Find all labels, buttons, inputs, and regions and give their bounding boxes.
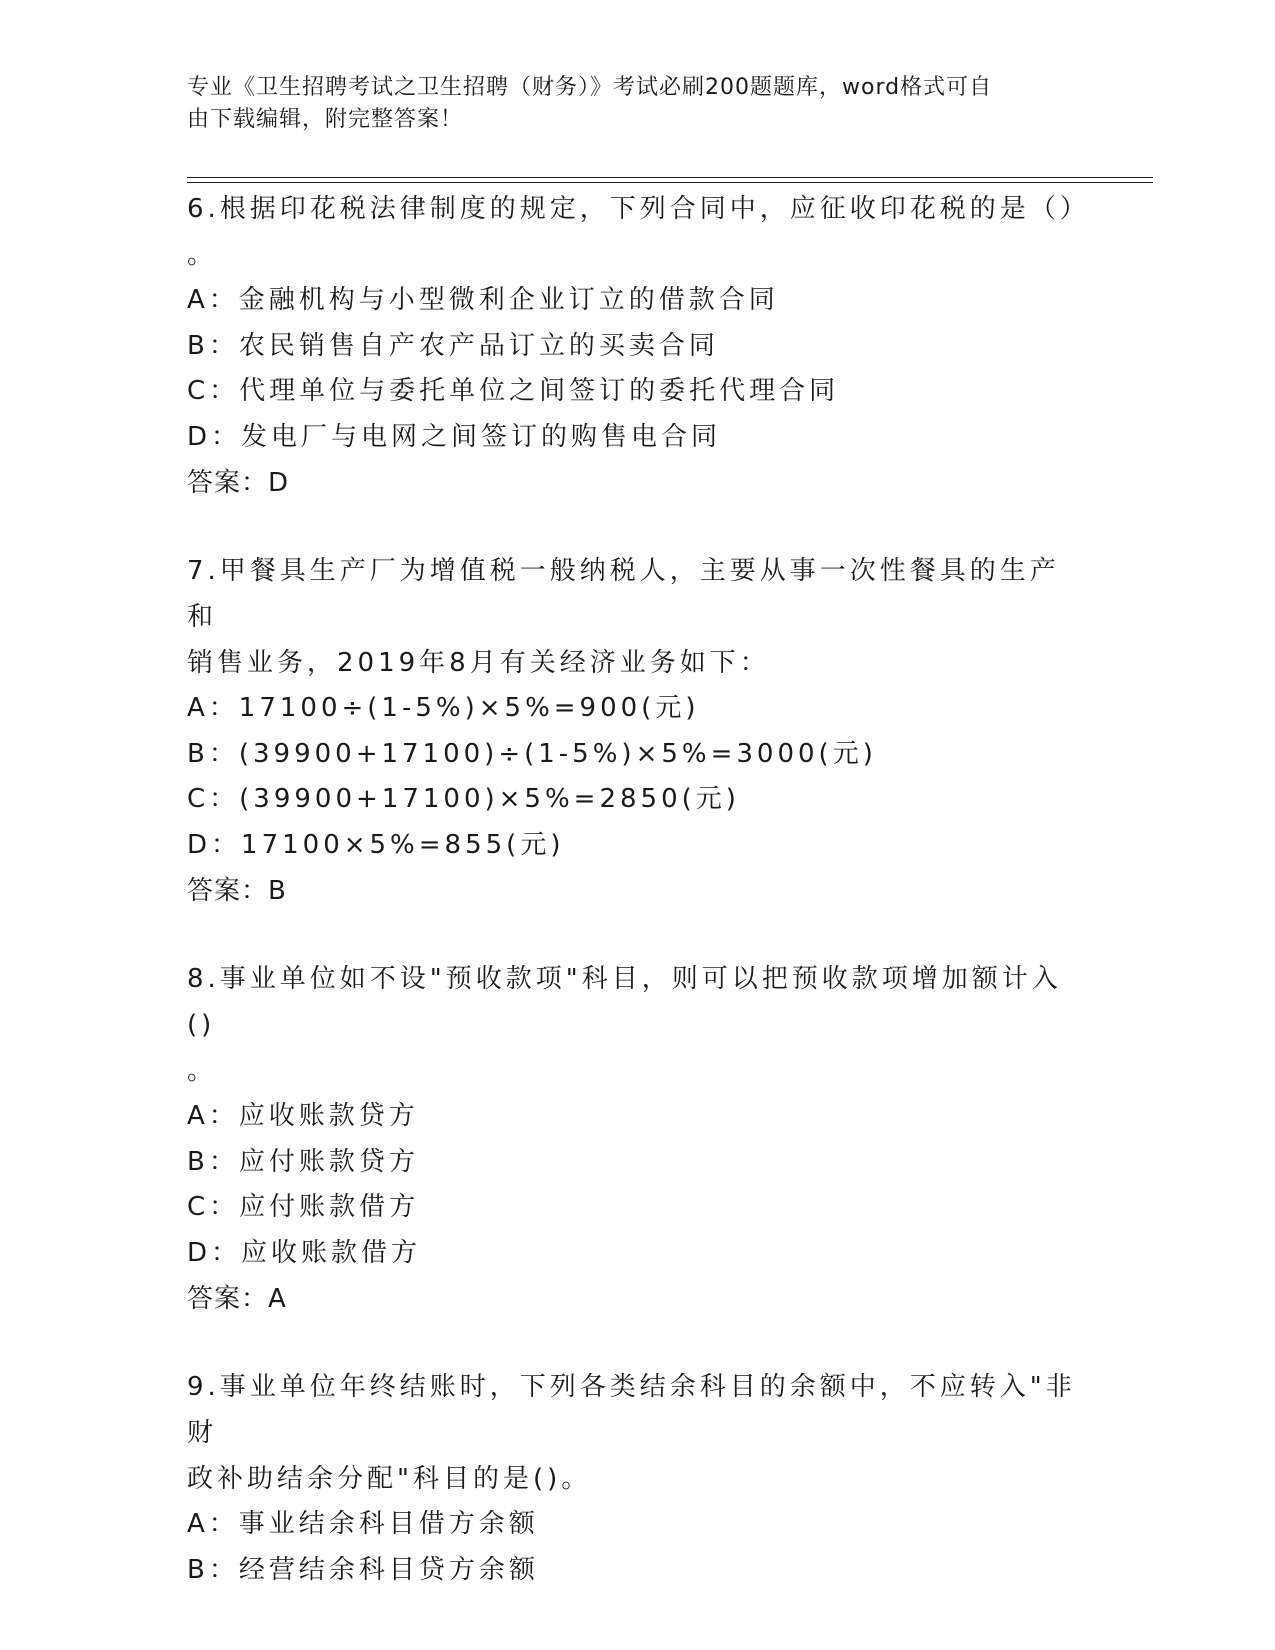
option-b: B：农民销售自产农产品订立的买卖合同 (187, 330, 719, 361)
question-text-line: 销售业务，2019年8月有关经济业务如下： (187, 648, 770, 678)
option-d: D：应收账款借方 (187, 1237, 422, 1268)
option-b: B：经营结余科目贷方余额 (187, 1554, 539, 1585)
question-list (187, 186, 1090, 1635)
option-c: C：应付账款借方 (187, 1192, 420, 1222)
option-a: A：事业结余科目借方余额 (187, 1509, 539, 1539)
answer: 答案：B (187, 876, 287, 906)
option-c: C：代理单位与委托单位之间签订的委托代理合同 (187, 376, 840, 406)
question-7 (187, 548, 1087, 914)
question-text-line: 6.根据印花税法律制度的规定，下列合同中，应征收印花税的是（） (187, 194, 1090, 224)
question-8 (187, 956, 1087, 1322)
question-text-line: 8.事业单位如不设"预收款项"科目，则可以把预收款项增加额计入() (187, 964, 1062, 1040)
option-c: C：(39900+17100)×5%=2850(元) (187, 784, 740, 814)
header-divider-bottom (187, 182, 1153, 183)
answer: 答案：A (187, 1284, 287, 1314)
option-d: D：发电厂与电网之间签订的购售电合同 (187, 421, 722, 452)
question-text (187, 1364, 1087, 1502)
option-d: D：17100×5%=855(元) (187, 829, 565, 860)
document-header (187, 72, 1087, 136)
option-a: A：应收账款贷方 (187, 1101, 419, 1131)
question-text (187, 956, 1087, 1094)
question-text-line: 7.甲餐具生产厂为增值税一般纳税人，主要从事一次性餐具的生产和 (187, 556, 1060, 632)
question-text-line: 。 (187, 1056, 218, 1086)
question-text-line: 9.事业单位年终结账时，下列各类结余科目的余额中，不应转入"非财 (187, 1372, 1076, 1448)
header-line-1: 专业《卫生招聘考试之卫生招聘（财务）》考试必刷200题题库，word格式可自 (187, 75, 993, 100)
option-a: A：金融机构与小型微利企业订立的借款合同 (187, 285, 779, 315)
question-text (187, 548, 1087, 686)
header-line-2: 由下载编辑，附完整答案！ (187, 107, 464, 132)
question-text-line: 政补助结余分配"科目的是()。 (187, 1464, 592, 1494)
option-b: B：应付账款贷方 (187, 1146, 419, 1177)
option-a: A：17100÷(1-5%)×5%=900(元) (187, 693, 700, 723)
question-6 (187, 186, 1090, 506)
header-divider-top (187, 177, 1153, 178)
answer: 答案：D (187, 468, 290, 498)
question-9 (187, 1364, 1087, 1593)
question-text-line: 。 (187, 240, 218, 270)
question-text (187, 186, 1090, 278)
option-b: B：(39900+17100)÷(1-5%)×5%=3000(元) (187, 738, 877, 769)
